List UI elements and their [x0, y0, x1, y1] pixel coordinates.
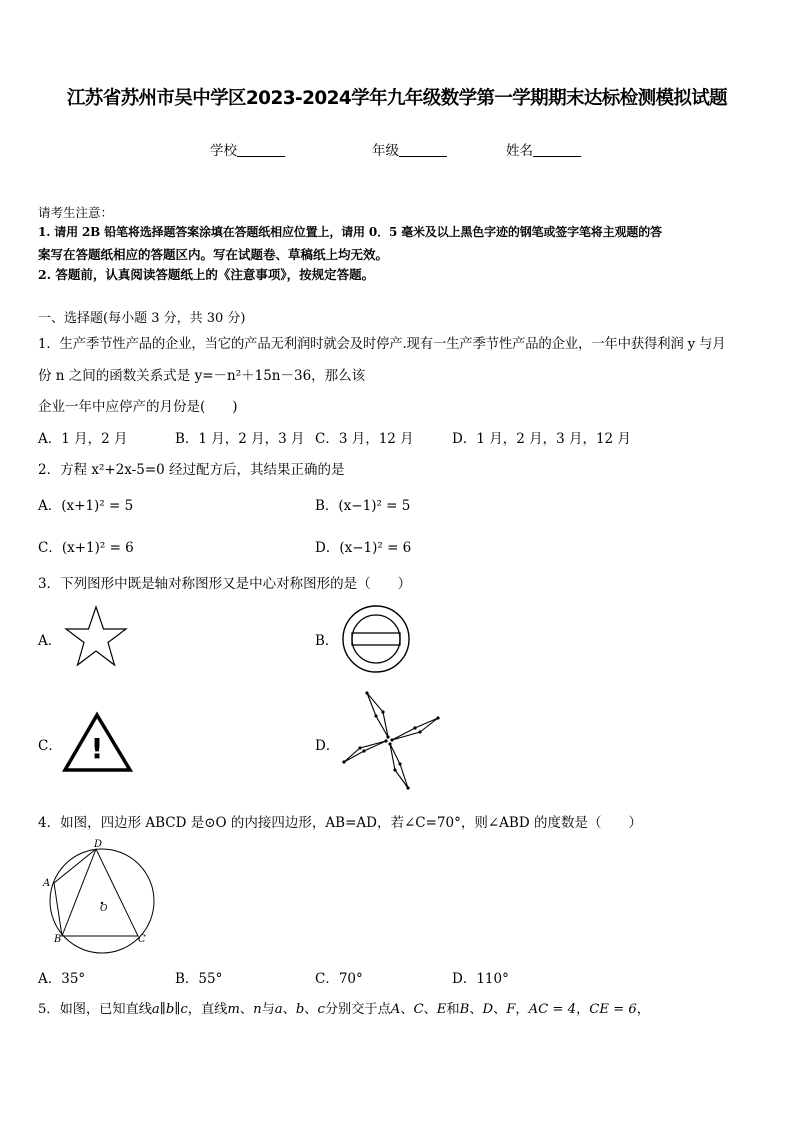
q5-sep-7: 、: [493, 1002, 507, 1017]
q5-line-b: b: [165, 1002, 175, 1017]
grade-field[interactable]: [372, 139, 447, 159]
q2-option-c[interactable]: C．(x+1)² = 6: [38, 540, 134, 556]
grade-label: 年级: [372, 143, 399, 159]
q5-point-a: A: [390, 1002, 401, 1017]
q5-mid1: ，直线: [187, 1002, 228, 1017]
notice-item1-line2: 案写在答题纸相应的答题区内。写在试题卷、草稿纸上均无效。: [38, 247, 389, 262]
circle-bar-figure: [341, 604, 411, 674]
name-label: 姓名: [506, 143, 533, 159]
q1-line1: 1．生产季节性产品的企业，当它的产品无利润时就会及时停产.现有一生产季节性产品的企业，一年中获得利润 y 与月: [38, 337, 726, 352]
page-title: 江苏省苏州市吴中学区2023-2024学年九年级数学第一学期期末达标检测模拟试题: [66, 88, 728, 109]
q1-option-c[interactable]: C．3 月，12 月: [315, 431, 414, 447]
q5-sep-4: 、: [400, 1002, 414, 1017]
q5-line-a: a: [151, 1002, 160, 1017]
q4-option-d[interactable]: D．110°: [452, 971, 509, 987]
q5-line-a-2: a: [274, 1002, 283, 1017]
q2-stem: 2．方程 x²+2x-5=0 经过配方后，其结果正确的是: [38, 462, 345, 478]
q5-line-b-2: b: [295, 1002, 305, 1017]
q5-point-b: B: [459, 1002, 470, 1017]
warning-triangle-figure: [63, 713, 133, 773]
q5-point-e: E: [436, 1002, 447, 1017]
q5-sep-2: 、: [282, 1002, 296, 1017]
warning-exclamation: !: [90, 732, 104, 765]
notice-item1-line1: 1. 请用 2B 铅笔将选择题答案涂填在答题纸相应位置上，请用 0．5 毫米及以上黑色字迹的钢笔或签字笔将主观题的答: [38, 225, 662, 239]
q3-option-d[interactable]: D．: [315, 738, 340, 754]
grade-blank[interactable]: [399, 143, 447, 157]
q5-ce-value: CE = 6: [589, 1002, 637, 1017]
section1-heading: 一、选择题(每小题 3 分，共 30 分): [38, 311, 246, 326]
q5-sep-3: 、: [304, 1002, 318, 1017]
q4-option-a[interactable]: A．35°: [38, 971, 86, 987]
q3-option-b[interactable]: B．: [315, 633, 339, 649]
school-label: 学校: [210, 143, 237, 159]
q5-stem: [38, 998, 650, 1017]
name-field[interactable]: [506, 139, 581, 159]
q4-option-c[interactable]: C．70°: [315, 971, 363, 987]
q5-sep-1: 、: [239, 1002, 254, 1017]
q5-line-n: n: [253, 1002, 262, 1017]
notice-item2: 2. 答题前，认真阅读答题纸上的《注意事项》，按规定答题。: [38, 267, 375, 282]
pinwheel-figure: [340, 688, 444, 794]
q3-stem: 3．下列图形中既是轴对称图形又是中心对称图形的是（ ）: [38, 576, 412, 592]
q5-sep-6: 、: [469, 1002, 483, 1017]
q2-option-d[interactable]: D．(x−1)² = 6: [315, 540, 412, 556]
notice-heading: 请考生注意：: [38, 205, 114, 220]
q4-stem: 4．如图，四边形 ABCD 是⊙O 的内接四边形，AB=AD，若∠C=70°，则∠ABD 的度数是（ ）: [38, 815, 642, 831]
q5-line-c-2: c: [317, 1002, 325, 1017]
q5-parallel-2: ∥: [174, 1002, 181, 1017]
q5-sep-5: 、: [423, 1002, 437, 1017]
q5-point-c: C: [413, 1002, 424, 1017]
circle-quadrilateral-figure: [38, 838, 162, 950]
q1-line3: 企业一年中应停产的月份是( ): [38, 399, 238, 415]
q5-he: 和: [446, 1002, 460, 1017]
q5-yu: 与: [261, 1002, 275, 1017]
q5-comma-3: ，: [636, 1002, 650, 1017]
q2-option-b[interactable]: B．(x−1)² = 5: [315, 498, 411, 514]
q1-option-a[interactable]: A．1 月，2 月: [38, 431, 128, 447]
q5-line-c: c: [180, 1002, 188, 1017]
q4-label-o: O: [100, 904, 108, 914]
q5-point-d: D: [482, 1002, 494, 1017]
q4-label-a: A: [43, 878, 51, 889]
q4-label-d: D: [94, 839, 103, 850]
q4-option-b[interactable]: B．55°: [175, 971, 223, 987]
q1-option-b[interactable]: B．1 月，2 月，3 月: [175, 431, 305, 447]
star-figure: [64, 605, 128, 667]
q1-option-d[interactable]: D．1 月，2 月，3 月，12 月: [452, 431, 631, 447]
q5-parallel-1: ∥: [159, 1002, 166, 1017]
q5-fenbie: 分别交于点: [324, 1002, 391, 1017]
q3-option-c[interactable]: C．: [38, 738, 62, 754]
q5-point-f: F: [506, 1002, 516, 1017]
q5-line-m: m: [227, 1002, 240, 1017]
q5-prefix: 5．如图，已知直线: [38, 1002, 152, 1017]
q1-line2: 份 n 之间的函数关系式是 y=－n²＋15n－36，那么该: [38, 368, 366, 384]
school-blank[interactable]: [237, 143, 285, 157]
q5-ac-value: AC = 4: [528, 1002, 577, 1017]
school-field[interactable]: [210, 139, 285, 159]
q3-option-a[interactable]: A．: [38, 633, 62, 649]
q2-option-a[interactable]: A．(x+1)² = 5: [38, 498, 134, 514]
q5-comma-2: ，: [576, 1002, 590, 1017]
q5-comma-1: ，: [515, 1002, 529, 1017]
q4-label-b: B: [54, 934, 62, 945]
name-blank[interactable]: [533, 143, 581, 157]
q4-label-c: C: [138, 934, 146, 945]
